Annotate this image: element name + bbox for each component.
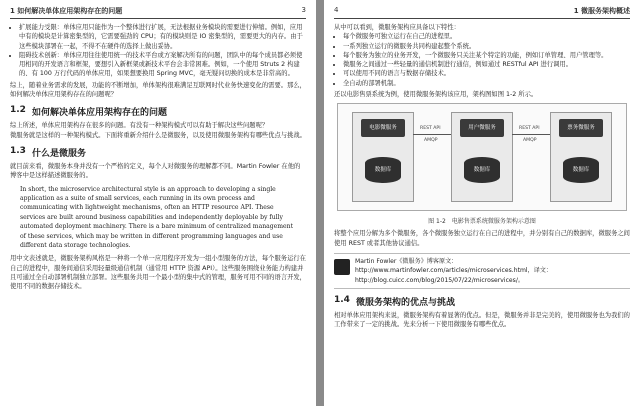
list-item: • 每个服务为独立的业务开发，一个微服务只关注某个特定的功能，例如订单管理、用户管理等。	[343, 51, 630, 60]
section-number: 1.4	[334, 294, 350, 305]
service-node	[352, 112, 414, 202]
list-item: • 微服务之间通过一些轻量的通信机制进行通信，例如通过 RESTful API 进行调用。	[343, 60, 630, 69]
database-icon: 数据库	[563, 157, 599, 183]
section-heading-1-4	[334, 295, 630, 308]
reference-note	[334, 253, 630, 289]
section-number: 1.2	[10, 105, 26, 116]
figure-intro: 还以电影售票系统为例，使用微服务架构该应用，架构图如图 1-2 所示。	[334, 91, 538, 99]
architecture-figure	[337, 103, 627, 211]
service-box: 电影微服务	[361, 119, 405, 137]
connector-label: AMQP	[523, 138, 537, 144]
connector-line	[413, 134, 451, 135]
left-header-title: 1 如何解决单体应用架构存在的问题	[10, 7, 123, 15]
connector-label: REST API	[519, 126, 540, 132]
paragraph: 微服务就是这样的一种架构模式。下面将重新介绍什么是微服务，以及使用微服务架构有哪些优点与挑战。	[10, 131, 306, 139]
right-page-header	[334, 6, 630, 19]
right-header-title: 1 微服务架构概述	[573, 7, 630, 15]
list-item: • 一系列独立运行的微服务共同构建起整个系统。	[343, 42, 630, 51]
list-item: • 阻碍技术创新：单体应用往往使用统一的技术平台或方案解决所有的问题，团队中的每个成员都必须使用相同的开发语言和框架，要想引入新框架或新技术平台会非常困难。例如，一个使用 Struts 2 构建的、有 100 万行代码的单体应用，如果想要换用 Spring MVC，毫无疑问切换的成本是非常高的。	[19, 51, 306, 79]
figure-caption: 图 1-2 电影售票系统微服务架构示意图	[428, 218, 536, 226]
section-title: 微服务架构的优点与挑战	[355, 297, 455, 308]
list-item: • 扩展能力受限：单体应用只能作为一个整体进行扩展，无法根据业务模块的需要进行伸缩。例如，应用中有的模块是计算密集型的，它需要强劲的 CPU；有的模块则是 IO 密集型的，需要更大的内存。由于这些模块部署在一起，不得不在硬件的选择上做出妥协。	[19, 23, 306, 51]
database-icon: 数据库	[365, 157, 401, 183]
section-title: 什么是微服务	[31, 148, 86, 159]
left-page	[0, 0, 316, 406]
list-item: • 全自动的部署机制。	[343, 79, 630, 88]
service-node	[550, 112, 612, 202]
paragraph: 综上所述，单体应用架构存在很多的问题。有没有一种架构模式可以有助于解决这些问题呢？	[10, 122, 269, 130]
service-node	[451, 112, 513, 202]
features-list	[334, 32, 630, 88]
section-number: 1.3	[10, 145, 26, 156]
summary-paragraph: 综上，随着业务需求的发展，功能的不断增加，单体架构很难满足互联网时代业务快速变化的需要。那么，如何解决单体应用架构存在的问题呢？	[10, 81, 306, 99]
section-title: 如何解决单体应用架构存在的问题	[31, 108, 167, 119]
right-page	[324, 0, 640, 406]
paragraph: 将整个应用分解为多个微服务，各个微服务独立运行在自己的进程中，并分别有自己的数据库，微服务之间使用 REST 或者其他协议通信。	[334, 230, 630, 247]
connector-label: AMQP	[424, 138, 438, 144]
features-intro: 从中可以看到，微服务架构应具备以下特性：	[334, 24, 460, 31]
right-page-number: 4	[334, 6, 339, 14]
connector-label: REST API	[420, 126, 441, 132]
database-icon: 数据库	[464, 157, 500, 183]
section-heading-1-2	[10, 105, 306, 118]
left-page-header	[10, 6, 306, 19]
translation-paragraph: 用中文表述就是，微服务架构风格是一种将一个单一应用程序开发为一组小型服务的方法，每个服务运行在自己的进程中，服务间通信采用轻量级通信机制（通常用 HTTP 资源 API）。这些服务围绕业务能力构建并且可通过全自动部署机制独立部署。这些服务共用一个最小型的集中式的管理，服务可用不同的语言开发，使用不同的数据存储技术。	[10, 255, 306, 291]
left-page-number: 3	[301, 6, 306, 14]
book-note-icon	[334, 259, 350, 275]
limitations-list	[10, 23, 306, 79]
section-heading-1-3	[10, 146, 306, 159]
list-item: • 可以使用不同的语言与数据存储技术。	[343, 69, 630, 78]
list-item: • 每个微服务可独立运行在自己的进程里。	[343, 32, 630, 41]
fowler-quote: In short, the microservice architectural style is an approach to developing a single application as a suite of small services, each running in its own process and communicating with lightweight mechanisms, often an HTTP resource API. These services are built around business capabilities and independently deployable by fully automated deployment machinery. There is a bare minimum of centralized management of these services, which may be written in different programming languages and use different data storage technologies.	[20, 185, 294, 249]
service-box: 票务微服务	[559, 119, 603, 137]
service-box: 用户微服务	[460, 119, 504, 137]
note-text: Martin Fowler《微服务》博客原文：http://www.martinfowler.com/articles/microservices.html，译文：http://blog.cuicc.com/blog/2015/07/22/microservices/。	[355, 257, 552, 284]
paragraph: 相对单体应用架构来说，微服务架构有着显著的优点。但是，微服务并非是完美的，使用微服务也为我们的工作带来了一定的挑战。先来分析一下使用微服务有哪些优点。	[334, 311, 630, 329]
paragraph: 就目前来看，微服务本身并没有一个严格的定义，每个人对微服务的理解都不同。Martin Fowler 在他的博客中是这样描述微服务的。	[10, 162, 301, 180]
connector-line	[512, 134, 550, 135]
